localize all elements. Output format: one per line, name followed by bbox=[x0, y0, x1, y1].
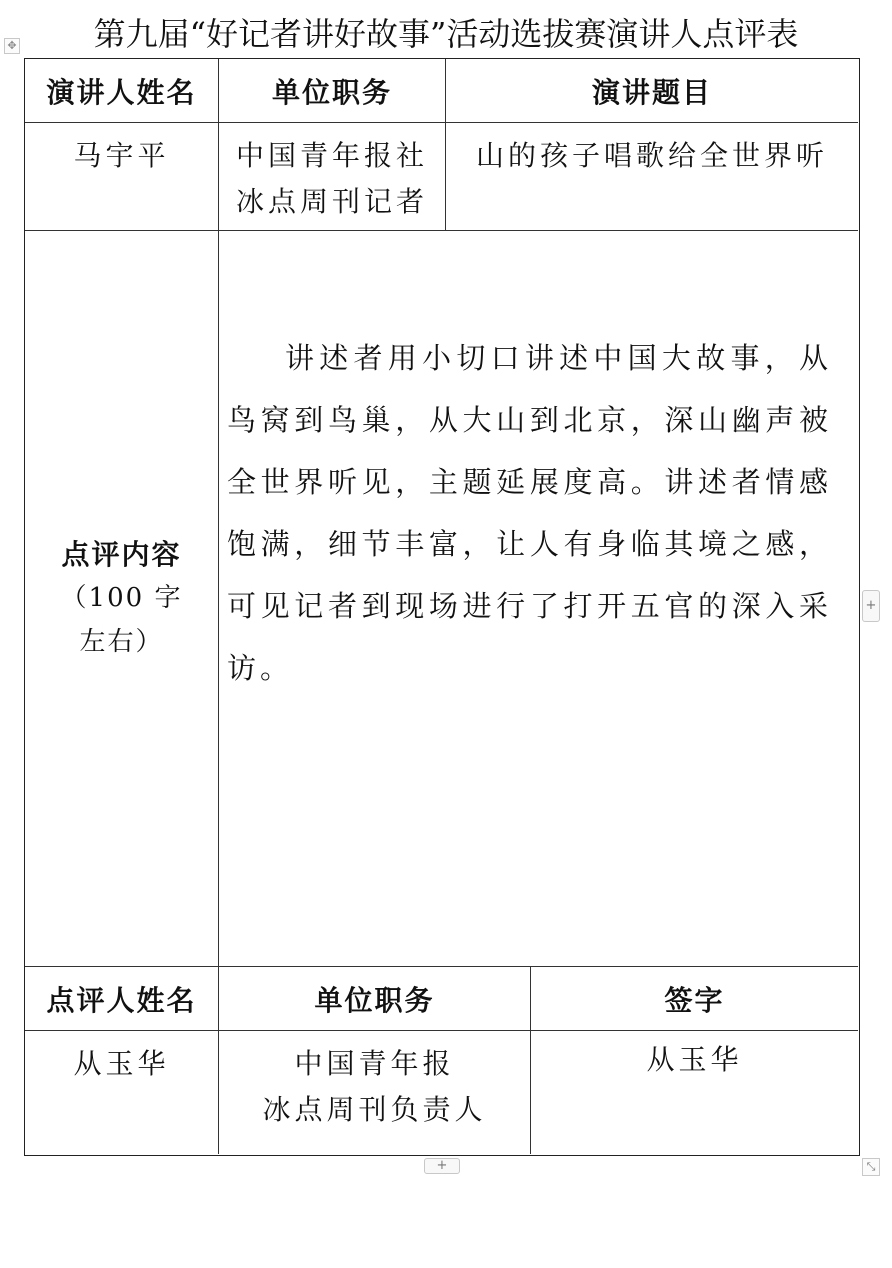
reviewer-unit-value[interactable] bbox=[219, 1031, 531, 1154]
reviewer-name-header: 点评人姓名 bbox=[25, 967, 219, 1031]
review-form-table bbox=[24, 58, 860, 1156]
reviewer-unit-line-2: 冰点周刊负责人 bbox=[262, 1093, 487, 1126]
speaker-unit-header: 单位职务 bbox=[219, 59, 446, 123]
add-column-button[interactable]: + bbox=[862, 590, 880, 622]
speaker-unit-line-1: 中国青年报社 bbox=[235, 139, 428, 172]
table-resize-icon[interactable]: ⤡ bbox=[862, 1158, 880, 1176]
review-length-note: （100 字左右） bbox=[60, 582, 183, 657]
reviewer-name-value[interactable]: 从玉华 bbox=[25, 1031, 219, 1154]
signature-header: 签字 bbox=[531, 967, 858, 1031]
speech-topic-header: 演讲题目 bbox=[446, 59, 858, 123]
signature-value[interactable]: 从玉华 bbox=[646, 1043, 743, 1076]
review-content-text[interactable]: 讲述者用小切口讲述中国大故事，从鸟窝到鸟巢，从大山到北京，深山幽声被全世界听见，主题延展度高。讲述者情感饱满，细节丰富，让人有身临其境之感，可见记者到现场进行了打开五官的深入采访。 bbox=[219, 231, 858, 967]
form-title: 第九届“好记者讲好故事”活动选拔赛演讲人点评表 bbox=[93, 15, 799, 53]
reviewer-unit-line-1: 中国青年报 bbox=[294, 1047, 455, 1080]
speaker-unit-line-2: 冰点周刊记者 bbox=[235, 185, 428, 218]
review-content-label-cell bbox=[25, 231, 219, 967]
table-move-icon[interactable]: ✥ bbox=[4, 38, 20, 54]
reviewer-unit-header: 单位职务 bbox=[219, 967, 531, 1031]
add-row-button[interactable]: + bbox=[424, 1158, 460, 1174]
speaker-name-header: 演讲人姓名 bbox=[25, 59, 219, 123]
speech-topic-value[interactable]: 山的孩子唱歌给全世界听 bbox=[446, 123, 858, 231]
review-content-label: 点评内容 bbox=[61, 537, 182, 571]
speaker-unit-value[interactable] bbox=[219, 123, 446, 231]
speaker-name-value[interactable]: 马宇平 bbox=[25, 123, 219, 231]
